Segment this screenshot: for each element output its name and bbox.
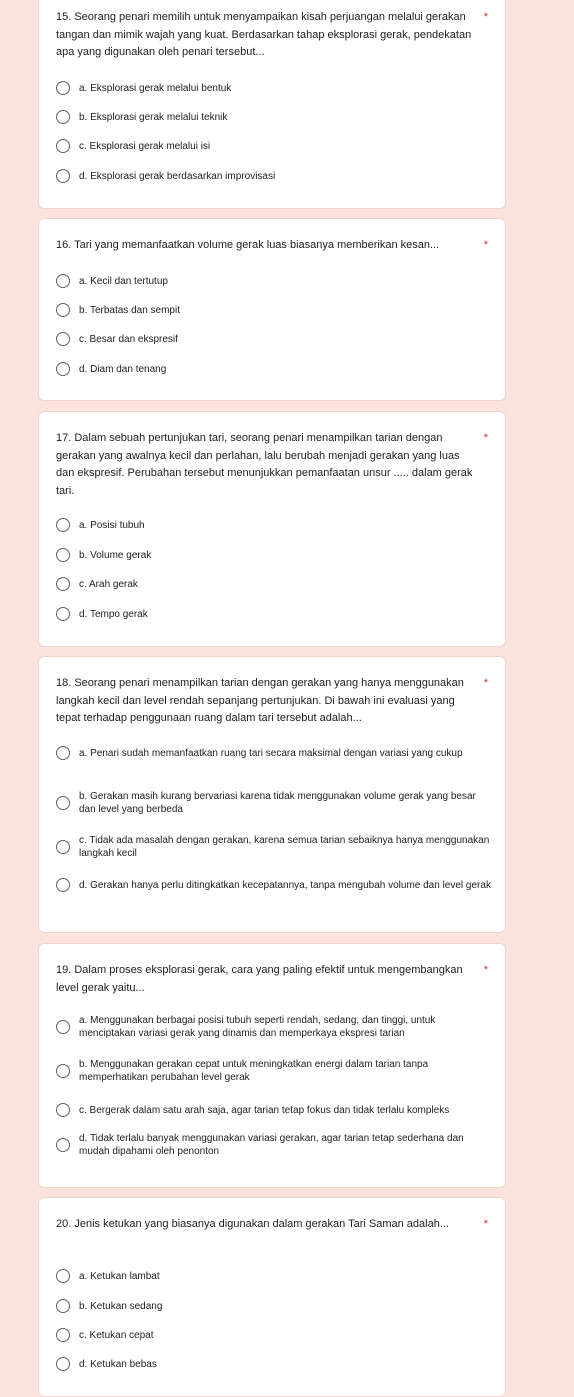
option-label: c. Ketukan cepat xyxy=(79,1329,154,1341)
radio-button[interactable] xyxy=(56,1299,70,1313)
option-17d[interactable] xyxy=(56,607,491,621)
radio-button[interactable] xyxy=(56,518,70,532)
question-text: 15. Seorang penari memilih untuk menyampaikan kisah perjuangan melalui gerakan tangan dan mimik wajah yang kuat. Berdasarkan tahap eksplorasi gerak, pendekatan apa yang digunakan oleh penari tersebut... xyxy=(56,11,472,58)
question-card-16 xyxy=(38,218,506,401)
radio-button[interactable] xyxy=(56,362,70,376)
radio-button[interactable] xyxy=(56,1020,70,1034)
question-text: 18. Seorang penari menampilkan tarian dengan gerakan yang hanya menggunakan langkah kecil dan level rendah sepanjang pertunjukan. Di bawah ini evaluasi yang tepat terhadap penggunaan ruang dalam tari tersebut adalah... xyxy=(56,677,464,724)
option-20b[interactable] xyxy=(56,1299,491,1313)
option-16a[interactable] xyxy=(56,274,491,288)
option-17a[interactable] xyxy=(56,518,491,532)
option-label: b. Terbatas dan sempit xyxy=(79,304,180,316)
radio-button[interactable] xyxy=(56,169,70,183)
option-label: b. Ketukan sedang xyxy=(79,1300,163,1312)
option-18c[interactable] xyxy=(56,834,491,860)
radio-button[interactable] xyxy=(56,796,70,810)
option-label: d. Eksplorasi gerak berdasarkan improvisasi xyxy=(79,170,276,182)
option-16b[interactable] xyxy=(56,303,491,317)
radio-button[interactable] xyxy=(56,332,70,346)
option-20c[interactable] xyxy=(56,1328,491,1342)
option-label: a. Kecil dan tertutup xyxy=(79,275,168,287)
radio-button[interactable] xyxy=(56,1357,70,1371)
option-label: a. Eksplorasi gerak melalui bentuk xyxy=(79,82,232,94)
option-label: c. Bergerak dalam satu arah saja, agar tarian tetap fokus dan tidak terlalu kompleks xyxy=(79,1104,450,1116)
required-asterisk: * xyxy=(483,677,488,689)
radio-button[interactable] xyxy=(56,548,70,562)
option-label: c. Arah gerak xyxy=(79,578,138,590)
radio-button[interactable] xyxy=(56,303,70,317)
radio-button[interactable] xyxy=(56,840,70,854)
option-label: c. Besar dan ekspresif xyxy=(79,333,178,345)
option-20d[interactable] xyxy=(56,1357,491,1371)
option-18b[interactable] xyxy=(56,790,491,816)
option-label: b. Gerakan masih kurang bervariasi karena tidak menggunakan volume gerak yang besar dan level yang berbeda xyxy=(79,791,476,815)
required-asterisk: * xyxy=(483,432,488,444)
option-19b[interactable] xyxy=(56,1058,491,1084)
question-card-20 xyxy=(38,1197,506,1397)
option-label: c. Tidak ada masalah dengan gerakan, karena semua tarian sebaiknya hanya menggunakan langkah kecil xyxy=(79,835,490,859)
option-label: b. Eksplorasi gerak melalui teknik xyxy=(79,111,228,123)
option-label: d. Diam dan tenang xyxy=(79,363,167,375)
question-card-17 xyxy=(38,411,506,647)
option-label: d. Ketukan bebas xyxy=(79,1358,157,1370)
radio-button[interactable] xyxy=(56,1064,70,1078)
option-label: b. Menggunakan gerakan cepat untuk meningkatkan energi dalam tarian tanpa memperhatikan perubahan level gerak xyxy=(79,1059,429,1083)
question-card-18 xyxy=(38,656,506,933)
option-19d[interactable] xyxy=(56,1132,491,1158)
required-asterisk: * xyxy=(483,11,488,23)
option-15a[interactable] xyxy=(56,81,491,95)
required-asterisk: * xyxy=(483,239,488,251)
question-text: 20. Jenis ketukan yang biasanya digunakan dalam gerakan Tari Saman adalah... xyxy=(56,1218,450,1230)
radio-button[interactable] xyxy=(56,81,70,95)
option-label: a. Penari sudah memanfaatkan ruang tari secara maksimal dengan variasi yang cukup xyxy=(79,747,463,759)
radio-button[interactable] xyxy=(56,1103,70,1117)
option-label: d. Tidak terlalu banyak menggunakan variasi gerakan, agar tarian tetap sederhana dan mudah dipahami oleh penonton xyxy=(79,1133,464,1157)
question-card-19 xyxy=(38,943,506,1188)
radio-button[interactable] xyxy=(56,110,70,124)
option-19a[interactable] xyxy=(56,1014,491,1040)
option-15b[interactable] xyxy=(56,110,491,124)
question-text: 16. Tari yang memanfaatkan volume gerak luas biasanya memberikan kesan... xyxy=(56,239,440,251)
option-18d[interactable] xyxy=(56,878,491,892)
radio-button[interactable] xyxy=(56,274,70,288)
option-17c[interactable] xyxy=(56,577,491,591)
option-label: d. Tempo gerak xyxy=(79,608,148,620)
radio-button[interactable] xyxy=(56,878,70,892)
option-18a[interactable] xyxy=(56,746,491,760)
radio-button[interactable] xyxy=(56,607,70,621)
option-label: b. Volume gerak xyxy=(79,549,152,561)
option-17b[interactable] xyxy=(56,548,491,562)
radio-button[interactable] xyxy=(56,1138,70,1152)
option-15d[interactable] xyxy=(56,169,491,183)
option-label: d. Gerakan hanya perlu ditingkatkan kecepatannya, tanpa mengubah volume dan level gerak xyxy=(79,879,491,891)
radio-button[interactable] xyxy=(56,577,70,591)
required-asterisk: * xyxy=(483,1218,488,1230)
option-label: c. Eksplorasi gerak melalui isi xyxy=(79,140,211,152)
question-text: 17. Dalam sebuah pertunjukan tari, seorang penari menampilkan tarian dengan gerakan yang awalnya kecil dan perlahan, lalu berubah menjadi gerakan yang luas dan ekspresif. Perubahan tersebut menunjukkan pemanfaatan unsur ..... dalam gerak tari. xyxy=(56,432,473,497)
option-label: a. Menggunakan berbagai posisi tubuh seperti rendah, sedang, dan tinggi, untuk menciptakan variasi gerak yang dinamis dan memperkaya ekspresi tarian xyxy=(79,1015,436,1039)
option-15c[interactable] xyxy=(56,139,491,153)
option-label: a. Posisi tubuh xyxy=(79,519,145,531)
option-16d[interactable] xyxy=(56,362,491,376)
option-label: a. Ketukan lambat xyxy=(79,1270,160,1282)
radio-button[interactable] xyxy=(56,139,70,153)
radio-button[interactable] xyxy=(56,746,70,760)
option-16c[interactable] xyxy=(56,332,491,346)
question-card-15 xyxy=(38,0,506,209)
option-20a[interactable] xyxy=(56,1269,491,1283)
radio-button[interactable] xyxy=(56,1269,70,1283)
required-asterisk: * xyxy=(483,964,488,976)
radio-button[interactable] xyxy=(56,1328,70,1342)
question-text: 19. Dalam proses eksplorasi gerak, cara yang paling efektif untuk mengembangkan level gerak yaitu... xyxy=(56,964,463,994)
option-19c[interactable] xyxy=(56,1103,491,1117)
